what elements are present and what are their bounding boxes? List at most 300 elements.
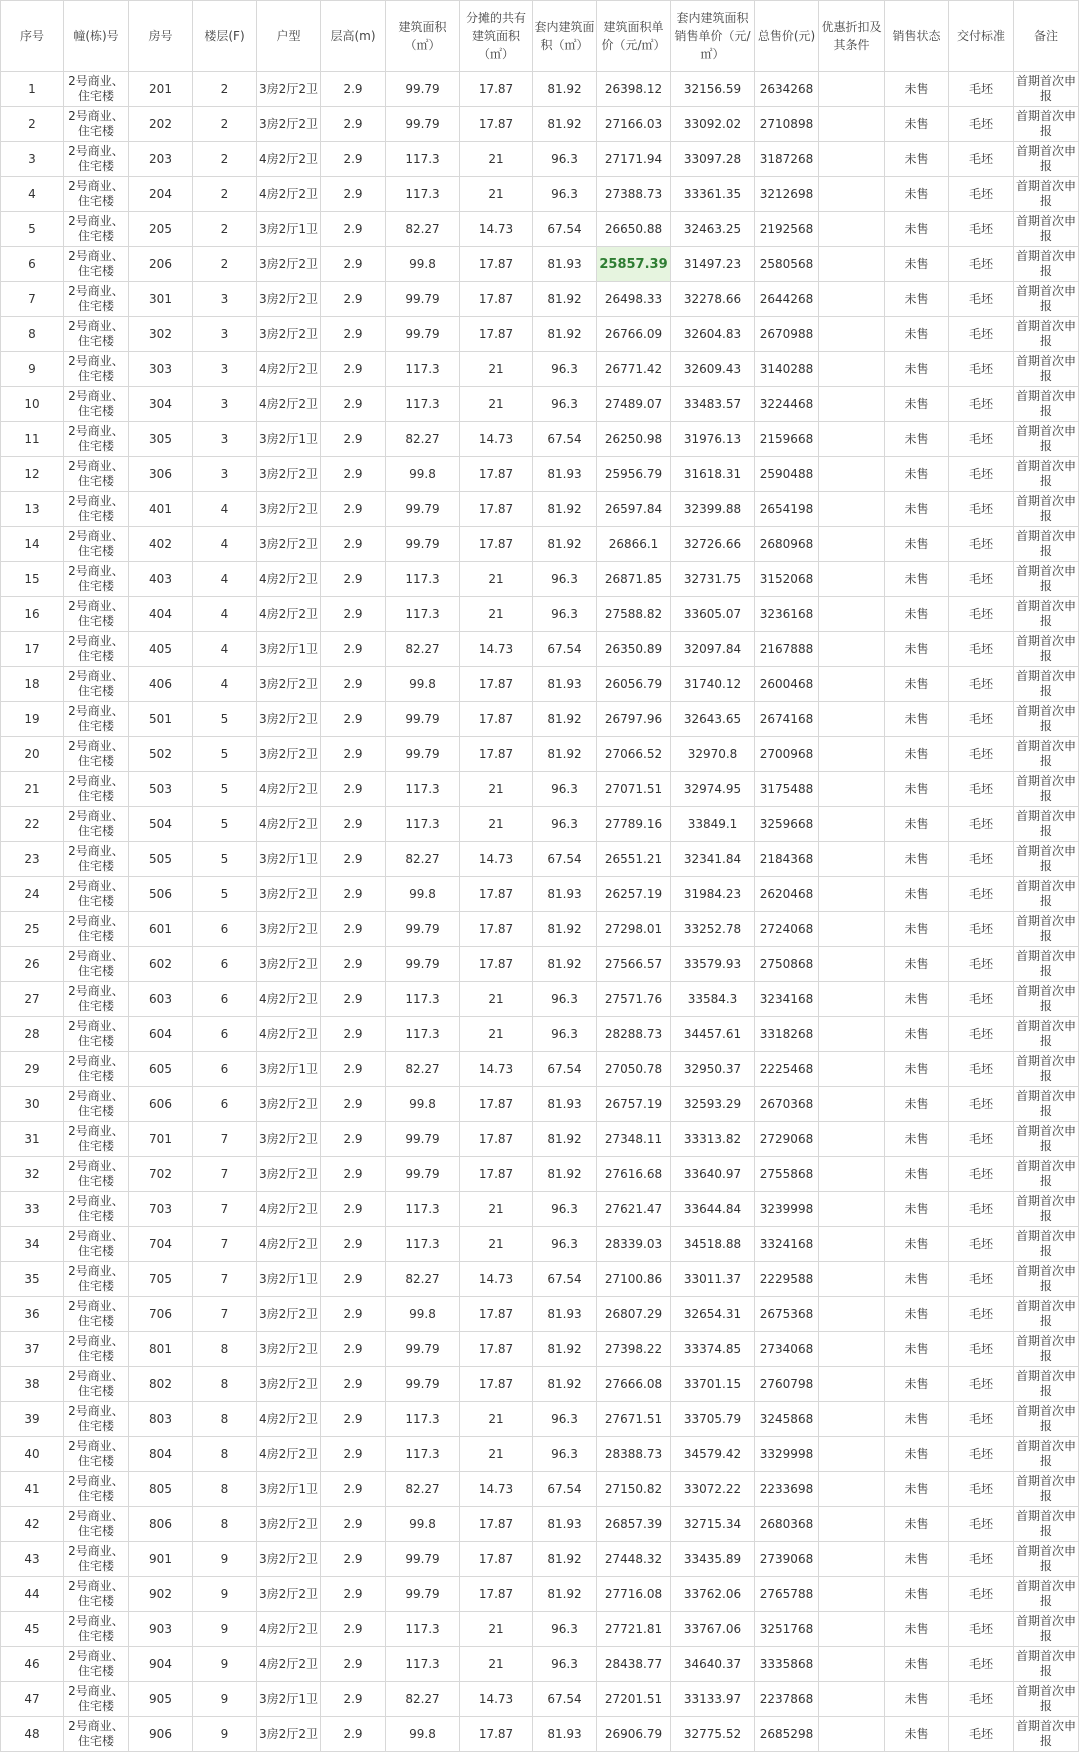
- cell-layout: 3房2厅1卫: [257, 632, 321, 667]
- cell-remark: 首期首次申报: [1014, 1052, 1079, 1087]
- cell-net-area: 67.54: [533, 632, 597, 667]
- cell-remark: 首期首次申报: [1014, 387, 1079, 422]
- cell-layout: 3房2厅2卫: [257, 1332, 321, 1367]
- cell-building: 2号商业、住宅楼: [64, 1262, 129, 1297]
- cell-discount: [819, 1157, 885, 1192]
- cell-serial: 16: [1, 597, 64, 632]
- cell-building: 2号商业、住宅楼: [64, 1367, 129, 1402]
- cell-total-price: 2237868: [755, 1682, 819, 1717]
- cell-serial: 35: [1, 1262, 64, 1297]
- cell-room: 502: [129, 737, 193, 772]
- cell-gross-unit-price: 26498.33: [597, 282, 671, 317]
- cell-total-price: 3140288: [755, 352, 819, 387]
- cell-net-area: 96.3: [533, 387, 597, 422]
- cell-building: 2号商业、住宅楼: [64, 1647, 129, 1682]
- cell-remark: 首期首次申报: [1014, 422, 1079, 457]
- cell-net-area: 81.92: [533, 1542, 597, 1577]
- cell-net-area: 96.3: [533, 142, 597, 177]
- cell-total-price: 2654198: [755, 492, 819, 527]
- cell-remark: 首期首次申报: [1014, 562, 1079, 597]
- cell-floor: 8: [193, 1332, 257, 1367]
- cell-discount: [819, 1227, 885, 1262]
- cell-serial: 40: [1, 1437, 64, 1472]
- cell-total-price: 2184368: [755, 842, 819, 877]
- cell-floor-height: 2.9: [321, 72, 386, 107]
- cell-layout: 3房2厅2卫: [257, 247, 321, 282]
- cell-shared-area: 14.73: [460, 1052, 533, 1087]
- cell-net-area: 81.92: [533, 527, 597, 562]
- cell-gross-unit-price: 27201.51: [597, 1682, 671, 1717]
- cell-floor: 2: [193, 247, 257, 282]
- cell-total-price: 2700968: [755, 737, 819, 772]
- cell-remark: 首期首次申报: [1014, 632, 1079, 667]
- cell-gross-area: 99.79: [386, 492, 460, 527]
- cell-delivery-standard: 毛坯: [949, 562, 1014, 597]
- cell-building: 2号商业、住宅楼: [64, 527, 129, 562]
- cell-gross-area: 117.3: [386, 562, 460, 597]
- cell-serial: 18: [1, 667, 64, 702]
- cell-sale-status: 未售: [885, 632, 949, 667]
- cell-gross-unit-price: 25956.79: [597, 457, 671, 492]
- cell-floor: 7: [193, 1192, 257, 1227]
- col-header-net-unit-price: 套内建筑面积销售单价（元/㎡）: [671, 1, 755, 72]
- cell-sale-status: 未售: [885, 1402, 949, 1437]
- cell-sale-status: 未售: [885, 422, 949, 457]
- cell-discount: [819, 772, 885, 807]
- cell-building: 2号商业、住宅楼: [64, 282, 129, 317]
- col-header-discount: 优惠折扣及其条件: [819, 1, 885, 72]
- cell-total-price: 3224468: [755, 387, 819, 422]
- cell-building: 2号商业、住宅楼: [64, 877, 129, 912]
- cell-serial: 22: [1, 807, 64, 842]
- cell-total-price: 2167888: [755, 632, 819, 667]
- cell-layout: 4房2厅2卫: [257, 1227, 321, 1262]
- cell-remark: 首期首次申报: [1014, 667, 1079, 702]
- cell-net-area: 96.3: [533, 1227, 597, 1262]
- cell-delivery-standard: 毛坯: [949, 1367, 1014, 1402]
- cell-discount: [819, 142, 885, 177]
- cell-net-area: 81.93: [533, 1297, 597, 1332]
- cell-gross-unit-price: 27171.94: [597, 142, 671, 177]
- cell-gross-area: 99.79: [386, 702, 460, 737]
- cell-shared-area: 14.73: [460, 1262, 533, 1297]
- cell-serial: 31: [1, 1122, 64, 1157]
- cell-delivery-standard: 毛坯: [949, 1472, 1014, 1507]
- cell-net-unit-price: 32726.66: [671, 527, 755, 562]
- cell-delivery-standard: 毛坯: [949, 632, 1014, 667]
- cell-sale-status: 未售: [885, 1122, 949, 1157]
- cell-sale-status: 未售: [885, 107, 949, 142]
- cell-floor: 3: [193, 282, 257, 317]
- cell-layout: 4房2厅2卫: [257, 1017, 321, 1052]
- cell-building: 2号商业、住宅楼: [64, 667, 129, 702]
- cell-floor: 3: [193, 317, 257, 352]
- cell-net-unit-price: 31740.12: [671, 667, 755, 702]
- cell-gross-unit-price: 26857.39: [597, 1507, 671, 1542]
- cell-floor: 6: [193, 982, 257, 1017]
- cell-floor-height: 2.9: [321, 877, 386, 912]
- cell-floor-height: 2.9: [321, 1437, 386, 1472]
- cell-net-area: 96.3: [533, 177, 597, 212]
- table-row: [1, 247, 1079, 282]
- cell-net-area: 96.3: [533, 597, 597, 632]
- cell-floor: 9: [193, 1682, 257, 1717]
- cell-sale-status: 未售: [885, 1472, 949, 1507]
- cell-delivery-standard: 毛坯: [949, 877, 1014, 912]
- cell-layout: 3房2厅2卫: [257, 667, 321, 702]
- cell-floor: 7: [193, 1227, 257, 1262]
- cell-gross-area: 99.8: [386, 877, 460, 912]
- cell-total-price: 2233698: [755, 1472, 819, 1507]
- cell-building: 2号商业、住宅楼: [64, 457, 129, 492]
- cell-serial: 30: [1, 1087, 64, 1122]
- cell-building: 2号商业、住宅楼: [64, 562, 129, 597]
- cell-gross-area: 99.79: [386, 527, 460, 562]
- cell-sale-status: 未售: [885, 982, 949, 1017]
- cell-layout: 3房2厅2卫: [257, 527, 321, 562]
- cell-net-area: 81.93: [533, 1717, 597, 1752]
- cell-gross-unit-price: 27448.32: [597, 1542, 671, 1577]
- cell-net-unit-price: 31618.31: [671, 457, 755, 492]
- table-row: [1, 562, 1079, 597]
- cell-building: 2号商业、住宅楼: [64, 387, 129, 422]
- cell-shared-area: 21: [460, 352, 533, 387]
- cell-net-area: 81.92: [533, 947, 597, 982]
- cell-gross-unit-price: 28339.03: [597, 1227, 671, 1262]
- cell-shared-area: 21: [460, 982, 533, 1017]
- cell-remark: 首期首次申报: [1014, 317, 1079, 352]
- cell-total-price: 3251768: [755, 1612, 819, 1647]
- cell-remark: 首期首次申报: [1014, 1017, 1079, 1052]
- cell-net-area: 96.3: [533, 807, 597, 842]
- cell-building: 2号商业、住宅楼: [64, 247, 129, 282]
- cell-gross-unit-price: 27666.08: [597, 1367, 671, 1402]
- cell-shared-area: 17.87: [460, 457, 533, 492]
- cell-floor-height: 2.9: [321, 1682, 386, 1717]
- cell-floor: 8: [193, 1367, 257, 1402]
- cell-building: 2号商业、住宅楼: [64, 72, 129, 107]
- cell-gross-unit-price: 26871.85: [597, 562, 671, 597]
- cell-building: 2号商业、住宅楼: [64, 737, 129, 772]
- cell-gross-area: 117.3: [386, 1227, 460, 1262]
- cell-delivery-standard: 毛坯: [949, 947, 1014, 982]
- cell-discount: [819, 702, 885, 737]
- cell-room: 401: [129, 492, 193, 527]
- table-row: [1, 1612, 1079, 1647]
- cell-gross-unit-price: 27588.82: [597, 597, 671, 632]
- cell-net-unit-price: 32097.84: [671, 632, 755, 667]
- cell-sale-status: 未售: [885, 1192, 949, 1227]
- cell-floor: 6: [193, 1052, 257, 1087]
- cell-shared-area: 17.87: [460, 1332, 533, 1367]
- cell-floor-height: 2.9: [321, 737, 386, 772]
- cell-net-area: 67.54: [533, 1682, 597, 1717]
- cell-remark: 首期首次申报: [1014, 1507, 1079, 1542]
- cell-gross-area: 99.79: [386, 947, 460, 982]
- cell-gross-area: 82.27: [386, 632, 460, 667]
- table-body: [1, 72, 1079, 1752]
- cell-net-area: 67.54: [533, 842, 597, 877]
- cell-total-price: 2675368: [755, 1297, 819, 1332]
- cell-discount: [819, 1507, 885, 1542]
- cell-net-area: 81.93: [533, 247, 597, 282]
- cell-building: 2号商业、住宅楼: [64, 1122, 129, 1157]
- cell-floor: 2: [193, 72, 257, 107]
- cell-floor-height: 2.9: [321, 1472, 386, 1507]
- cell-total-price: 3259668: [755, 807, 819, 842]
- cell-sale-status: 未售: [885, 1367, 949, 1402]
- cell-total-price: 2755868: [755, 1157, 819, 1192]
- cell-delivery-standard: 毛坯: [949, 422, 1014, 457]
- table-row: [1, 1367, 1079, 1402]
- table-row: [1, 527, 1079, 562]
- cell-net-unit-price: 33644.84: [671, 1192, 755, 1227]
- cell-floor-height: 2.9: [321, 842, 386, 877]
- cell-discount: [819, 842, 885, 877]
- cell-sale-status: 未售: [885, 387, 949, 422]
- cell-layout: 4房2厅2卫: [257, 562, 321, 597]
- cell-floor-height: 2.9: [321, 422, 386, 457]
- cell-shared-area: 14.73: [460, 842, 533, 877]
- cell-serial: 6: [1, 247, 64, 282]
- cell-layout: 3房2厅2卫: [257, 1157, 321, 1192]
- cell-floor-height: 2.9: [321, 807, 386, 842]
- cell-floor-height: 2.9: [321, 492, 386, 527]
- cell-floor: 7: [193, 1262, 257, 1297]
- cell-net-unit-price: 33097.28: [671, 142, 755, 177]
- cell-layout: 4房2厅2卫: [257, 982, 321, 1017]
- cell-room: 805: [129, 1472, 193, 1507]
- cell-delivery-standard: 毛坯: [949, 212, 1014, 247]
- cell-shared-area: 21: [460, 1647, 533, 1682]
- col-header-total-price: 总售价(元): [755, 1, 819, 72]
- table-row: [1, 1087, 1079, 1122]
- cell-room: 302: [129, 317, 193, 352]
- cell-total-price: 3175488: [755, 772, 819, 807]
- cell-serial: 5: [1, 212, 64, 247]
- cell-total-price: 2670988: [755, 317, 819, 352]
- cell-net-area: 96.3: [533, 1612, 597, 1647]
- cell-total-price: 2750868: [755, 947, 819, 982]
- cell-shared-area: 21: [460, 1227, 533, 1262]
- cell-net-area: 96.3: [533, 982, 597, 1017]
- cell-net-unit-price: 33252.78: [671, 912, 755, 947]
- cell-serial: 21: [1, 772, 64, 807]
- cell-remark: 首期首次申报: [1014, 1612, 1079, 1647]
- cell-floor: 5: [193, 772, 257, 807]
- cell-net-unit-price: 33705.79: [671, 1402, 755, 1437]
- table-row: [1, 1332, 1079, 1367]
- cell-discount: [819, 667, 885, 702]
- cell-shared-area: 17.87: [460, 317, 533, 352]
- cell-building: 2号商业、住宅楼: [64, 842, 129, 877]
- cell-gross-area: 117.3: [386, 597, 460, 632]
- cell-discount: [819, 982, 885, 1017]
- cell-serial: 17: [1, 632, 64, 667]
- cell-gross-area: 99.79: [386, 1577, 460, 1612]
- cell-building: 2号商业、住宅楼: [64, 597, 129, 632]
- cell-net-area: 67.54: [533, 212, 597, 247]
- table-row: [1, 1682, 1079, 1717]
- col-header-remark: 备注: [1014, 1, 1079, 72]
- cell-gross-unit-price: 28288.73: [597, 1017, 671, 1052]
- cell-net-area: 81.93: [533, 1087, 597, 1122]
- cell-layout: 4房2厅2卫: [257, 177, 321, 212]
- cell-floor-height: 2.9: [321, 1577, 386, 1612]
- cell-remark: 首期首次申报: [1014, 1192, 1079, 1227]
- cell-net-area: 81.92: [533, 492, 597, 527]
- cell-shared-area: 17.87: [460, 1577, 533, 1612]
- cell-net-unit-price: 32593.29: [671, 1087, 755, 1122]
- cell-layout: 3房2厅2卫: [257, 737, 321, 772]
- cell-gross-area: 117.3: [386, 1017, 460, 1052]
- cell-floor: 2: [193, 142, 257, 177]
- cell-floor: 5: [193, 807, 257, 842]
- cell-building: 2号商业、住宅楼: [64, 1157, 129, 1192]
- cell-building: 2号商业、住宅楼: [64, 1227, 129, 1262]
- cell-shared-area: 21: [460, 772, 533, 807]
- cell-layout: 3房2厅2卫: [257, 317, 321, 352]
- cell-net-unit-price: 33640.97: [671, 1157, 755, 1192]
- cell-delivery-standard: 毛坯: [949, 702, 1014, 737]
- cell-room: 802: [129, 1367, 193, 1402]
- cell-building: 2号商业、住宅楼: [64, 1612, 129, 1647]
- cell-net-unit-price: 33584.3: [671, 982, 755, 1017]
- cell-total-price: 3152068: [755, 562, 819, 597]
- cell-floor-height: 2.9: [321, 562, 386, 597]
- cell-gross-area: 99.79: [386, 737, 460, 772]
- cell-net-unit-price: 32463.25: [671, 212, 755, 247]
- cell-net-area: 96.3: [533, 1017, 597, 1052]
- cell-floor-height: 2.9: [321, 667, 386, 702]
- cell-delivery-standard: 毛坯: [949, 1507, 1014, 1542]
- cell-shared-area: 21: [460, 562, 533, 597]
- table-row: [1, 422, 1079, 457]
- cell-gross-area: 82.27: [386, 1682, 460, 1717]
- cell-delivery-standard: 毛坯: [949, 1577, 1014, 1612]
- cell-sale-status: 未售: [885, 1017, 949, 1052]
- cell-discount: [819, 1472, 885, 1507]
- cell-serial: 46: [1, 1647, 64, 1682]
- cell-shared-area: 17.87: [460, 1367, 533, 1402]
- cell-layout: 4房2厅2卫: [257, 142, 321, 177]
- cell-floor: 4: [193, 492, 257, 527]
- cell-net-unit-price: 32399.88: [671, 492, 755, 527]
- cell-gross-area: 82.27: [386, 842, 460, 877]
- col-header-gross-area: 建筑面积（㎡）: [386, 1, 460, 72]
- cell-serial: 48: [1, 1717, 64, 1752]
- cell-total-price: 2644268: [755, 282, 819, 317]
- cell-net-area: 67.54: [533, 1262, 597, 1297]
- cell-gross-area: 82.27: [386, 1472, 460, 1507]
- cell-gross-unit-price: 26056.79: [597, 667, 671, 702]
- cell-sale-status: 未售: [885, 842, 949, 877]
- cell-serial: 20: [1, 737, 64, 772]
- cell-building: 2号商业、住宅楼: [64, 772, 129, 807]
- cell-net-area: 81.92: [533, 1122, 597, 1157]
- cell-floor-height: 2.9: [321, 1017, 386, 1052]
- cell-net-unit-price: 33072.22: [671, 1472, 755, 1507]
- cell-remark: 首期首次申报: [1014, 177, 1079, 212]
- cell-gross-unit-price: 27388.73: [597, 177, 671, 212]
- cell-shared-area: 17.87: [460, 1157, 533, 1192]
- cell-layout: 3房2厅2卫: [257, 107, 321, 142]
- cell-room: 402: [129, 527, 193, 562]
- cell-net-area: 96.3: [533, 1647, 597, 1682]
- cell-floor: 8: [193, 1472, 257, 1507]
- cell-floor: 4: [193, 562, 257, 597]
- col-header-gross-unit-price: 建筑面积单价（元/㎡）: [597, 1, 671, 72]
- cell-net-unit-price: 31984.23: [671, 877, 755, 912]
- cell-gross-area: 82.27: [386, 1262, 460, 1297]
- cell-sale-status: 未售: [885, 1297, 949, 1332]
- cell-total-price: 2225468: [755, 1052, 819, 1087]
- cell-net-unit-price: 33579.93: [671, 947, 755, 982]
- cell-remark: 首期首次申报: [1014, 702, 1079, 737]
- cell-delivery-standard: 毛坯: [949, 387, 1014, 422]
- cell-room: 605: [129, 1052, 193, 1087]
- cell-floor: 9: [193, 1717, 257, 1752]
- cell-sale-status: 未售: [885, 142, 949, 177]
- cell-shared-area: 14.73: [460, 212, 533, 247]
- cell-room: 201: [129, 72, 193, 107]
- cell-gross-area: 117.3: [386, 807, 460, 842]
- cell-gross-unit-price: 26766.09: [597, 317, 671, 352]
- cell-shared-area: 17.87: [460, 282, 533, 317]
- cell-serial: 44: [1, 1577, 64, 1612]
- cell-serial: 47: [1, 1682, 64, 1717]
- cell-discount: [819, 317, 885, 352]
- cell-layout: 4房2厅2卫: [257, 1437, 321, 1472]
- cell-gross-area: 117.3: [386, 352, 460, 387]
- cell-layout: 3房2厅2卫: [257, 1717, 321, 1752]
- cell-delivery-standard: 毛坯: [949, 597, 1014, 632]
- cell-floor: 8: [193, 1507, 257, 1542]
- cell-floor-height: 2.9: [321, 1647, 386, 1682]
- cell-floor-height: 2.9: [321, 1157, 386, 1192]
- cell-remark: 首期首次申报: [1014, 877, 1079, 912]
- cell-gross-unit-price: 27716.08: [597, 1577, 671, 1612]
- cell-building: 2号商业、住宅楼: [64, 912, 129, 947]
- cell-serial: 34: [1, 1227, 64, 1262]
- cell-total-price: 2710898: [755, 107, 819, 142]
- cell-floor: 3: [193, 422, 257, 457]
- cell-sale-status: 未售: [885, 1612, 949, 1647]
- cell-floor-height: 2.9: [321, 1052, 386, 1087]
- cell-floor: 9: [193, 1542, 257, 1577]
- cell-room: 404: [129, 597, 193, 632]
- table-row: [1, 1542, 1079, 1577]
- cell-floor: 3: [193, 387, 257, 422]
- cell-delivery-standard: 毛坯: [949, 1087, 1014, 1122]
- cell-total-price: 2724068: [755, 912, 819, 947]
- cell-serial: 14: [1, 527, 64, 562]
- cell-floor-height: 2.9: [321, 317, 386, 352]
- cell-layout: 3房2厅2卫: [257, 282, 321, 317]
- cell-delivery-standard: 毛坯: [949, 1682, 1014, 1717]
- cell-gross-area: 82.27: [386, 422, 460, 457]
- cell-shared-area: 21: [460, 1612, 533, 1647]
- cell-discount: [819, 212, 885, 247]
- cell-discount: [819, 387, 885, 422]
- cell-room: 303: [129, 352, 193, 387]
- cell-delivery-standard: 毛坯: [949, 282, 1014, 317]
- table-row: [1, 142, 1079, 177]
- cell-sale-status: 未售: [885, 1052, 949, 1087]
- table-row: [1, 107, 1079, 142]
- cell-gross-area: 99.79: [386, 1157, 460, 1192]
- cell-floor: 2: [193, 212, 257, 247]
